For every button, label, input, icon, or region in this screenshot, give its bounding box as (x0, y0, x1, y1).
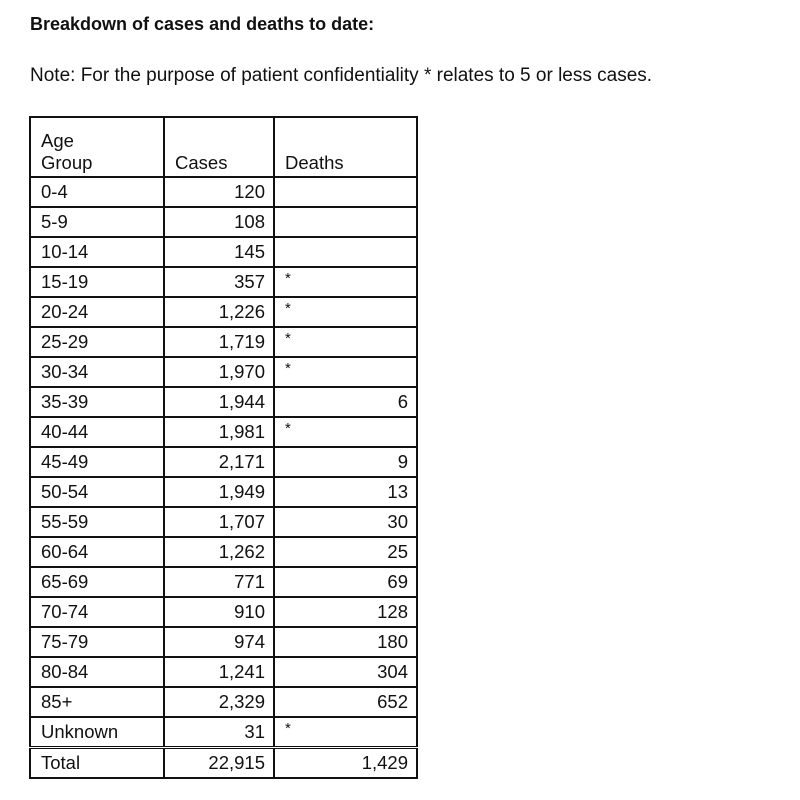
total-cases: 22,915 (164, 748, 274, 779)
cases-cell: 1,719 (164, 327, 274, 357)
table-row (30, 207, 417, 237)
age-cell: 25-29 (30, 327, 164, 357)
age-cell: 40-44 (30, 417, 164, 447)
header-row (30, 117, 417, 177)
table-row (30, 237, 417, 267)
total-label: Total (30, 748, 164, 779)
table-row (30, 717, 417, 748)
table-row (30, 567, 417, 597)
table-row (30, 357, 417, 387)
cases-cell: 1,981 (164, 417, 274, 447)
table-row (30, 597, 417, 627)
deaths-cell: 9 (274, 447, 417, 477)
cases-cell: 120 (164, 177, 274, 207)
table-row (30, 417, 417, 447)
deaths-cell: * (274, 357, 417, 387)
header-age-line2: Group (41, 152, 93, 173)
table-row (30, 267, 417, 297)
age-cell: 10-14 (30, 237, 164, 267)
cases-cell: 2,171 (164, 447, 274, 477)
section-title: Breakdown of cases and deaths to date: (30, 14, 375, 34)
deaths-cell: * (274, 717, 417, 748)
table-row (30, 447, 417, 477)
age-cell: 70-74 (30, 597, 164, 627)
cases-cell: 1,949 (164, 477, 274, 507)
table-row (30, 327, 417, 357)
table-row (30, 387, 417, 417)
total-row (30, 748, 417, 779)
cases-deaths-table (29, 116, 418, 779)
deaths-cell: 652 (274, 687, 417, 717)
age-cell: 75-79 (30, 627, 164, 657)
cases-cell: 108 (164, 207, 274, 237)
cases-cell: 1,970 (164, 357, 274, 387)
header-cases: Cases (164, 117, 274, 177)
deaths-cell: * (274, 327, 417, 357)
age-cell: 15-19 (30, 267, 164, 297)
deaths-cell: * (274, 267, 417, 297)
age-cell: 60-64 (30, 537, 164, 567)
table-row (30, 477, 417, 507)
age-cell: 45-49 (30, 447, 164, 477)
age-cell: 80-84 (30, 657, 164, 687)
age-cell: 65-69 (30, 567, 164, 597)
age-cell: 85+ (30, 687, 164, 717)
deaths-cell: 180 (274, 627, 417, 657)
age-cell: 50-54 (30, 477, 164, 507)
cases-cell: 1,262 (164, 537, 274, 567)
deaths-cell (274, 237, 417, 267)
deaths-cell (274, 207, 417, 237)
cases-cell: 31 (164, 717, 274, 748)
table-row (30, 687, 417, 717)
cases-cell: 357 (164, 267, 274, 297)
age-cell: 20-24 (30, 297, 164, 327)
age-cell: 35-39 (30, 387, 164, 417)
deaths-cell: 128 (274, 597, 417, 627)
cases-cell: 145 (164, 237, 274, 267)
deaths-cell: 13 (274, 477, 417, 507)
deaths-cell (274, 177, 417, 207)
age-cell: 55-59 (30, 507, 164, 537)
table-row (30, 537, 417, 567)
table-row (30, 627, 417, 657)
header-age-group (30, 117, 164, 177)
table-row (30, 657, 417, 687)
table-row (30, 297, 417, 327)
cases-cell: 1,226 (164, 297, 274, 327)
header-deaths: Deaths (274, 117, 417, 177)
cases-cell: 910 (164, 597, 274, 627)
age-cell: Unknown (30, 717, 164, 748)
total-deaths: 1,429 (274, 748, 417, 779)
cases-cell: 1,241 (164, 657, 274, 687)
deaths-cell: 6 (274, 387, 417, 417)
cases-cell: 974 (164, 627, 274, 657)
age-cell: 5-9 (30, 207, 164, 237)
cases-cell: 2,329 (164, 687, 274, 717)
deaths-cell: 25 (274, 537, 417, 567)
deaths-cell: 30 (274, 507, 417, 537)
cases-cell: 771 (164, 567, 274, 597)
table-row (30, 507, 417, 537)
cases-cell: 1,944 (164, 387, 274, 417)
table-row (30, 177, 417, 207)
cases-cell: 1,707 (164, 507, 274, 537)
deaths-cell: 304 (274, 657, 417, 687)
age-cell: 30-34 (30, 357, 164, 387)
confidentiality-note: Note: For the purpose of patient confidentiality * relates to 5 or less cases. (30, 65, 653, 86)
deaths-cell: * (274, 417, 417, 447)
deaths-cell: 69 (274, 567, 417, 597)
age-cell: 0-4 (30, 177, 164, 207)
header-age-line1: Age (41, 130, 74, 151)
deaths-cell: * (274, 297, 417, 327)
